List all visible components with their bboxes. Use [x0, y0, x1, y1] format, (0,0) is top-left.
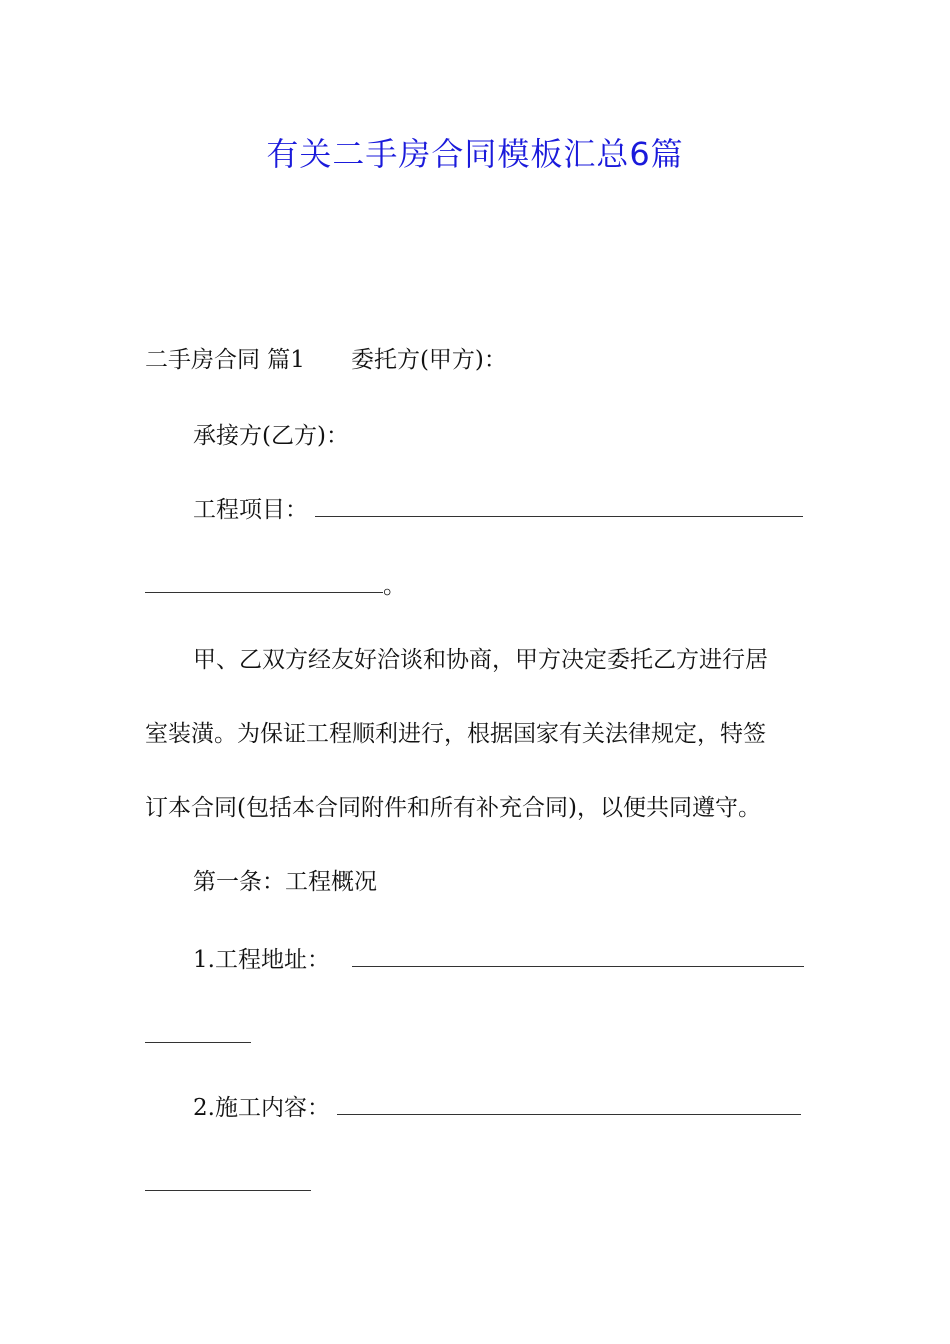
- paragraph-line: 订本合同(包括本合同附件和所有补充合同)，以便共同遵守。: [145, 795, 761, 821]
- address-blank-line: [352, 942, 804, 967]
- content-blank-continuation: [145, 1166, 311, 1191]
- document-title: 有关二手房合同模板汇总6篇: [266, 135, 684, 173]
- project-label: 工程项目：: [193, 497, 308, 523]
- address-continuation-line: [145, 1018, 251, 1054]
- project-end-mark: 。: [383, 573, 406, 599]
- contract-heading-line: [145, 342, 507, 378]
- address-label: 1.工程地址：: [193, 947, 330, 973]
- project-continuation-line: [145, 568, 406, 604]
- address-blank-continuation: [145, 1018, 251, 1043]
- project-blank-line: [315, 492, 803, 517]
- contractor-label: 承接方(乙方)：: [193, 423, 349, 449]
- paragraph-line: 室装潢。为保证工程顺利进行，根据国家有关法律规定，特签: [145, 721, 766, 747]
- article-heading: 第一条：工程概况: [193, 869, 377, 895]
- address-line: [193, 942, 804, 978]
- content-label: 2.施工内容：: [193, 1095, 330, 1121]
- client-label: 委托方(甲方)：: [350, 347, 507, 373]
- project-line: [193, 492, 803, 528]
- content-line: [193, 1090, 801, 1126]
- content-continuation-line: [145, 1166, 311, 1202]
- paragraph-line: 甲、乙双方经友好洽谈和协商，甲方决定委托乙方进行居: [193, 647, 768, 673]
- content-blank-line: [337, 1090, 801, 1115]
- project-blank-continuation: [145, 568, 383, 593]
- contract-heading: 二手房合同 篇1: [145, 347, 305, 373]
